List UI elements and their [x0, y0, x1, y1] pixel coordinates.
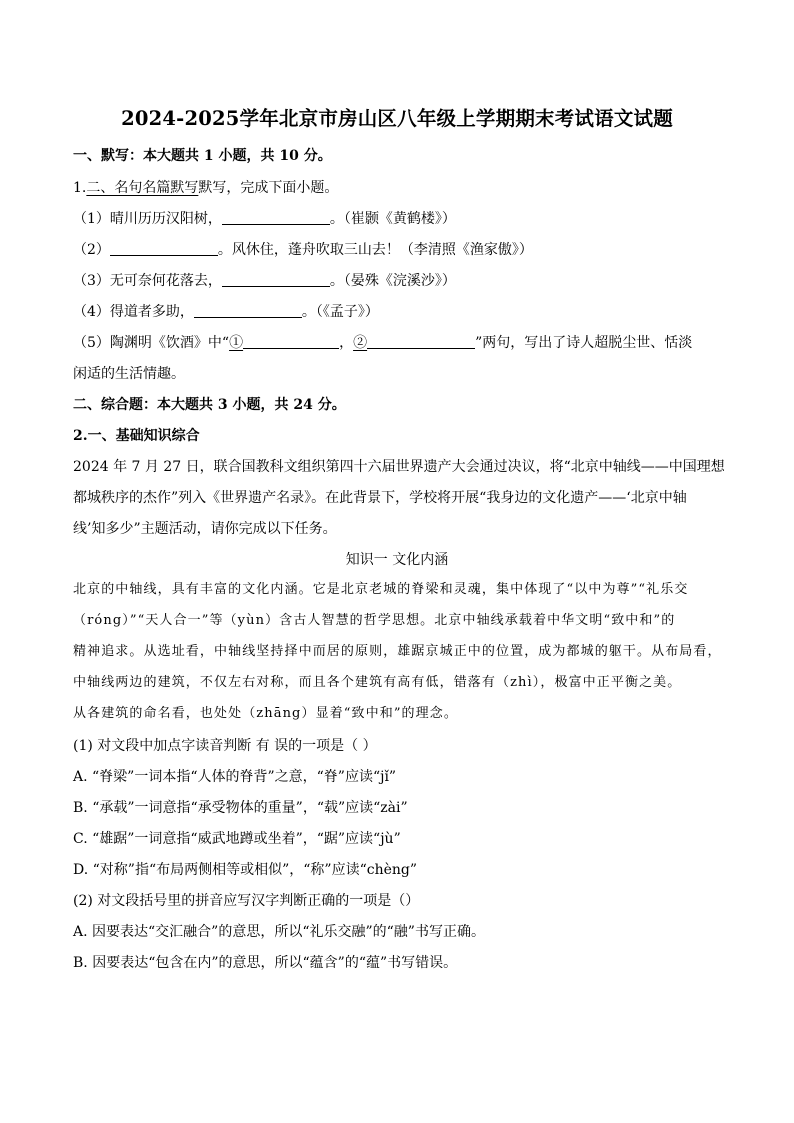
intro-line-3: 线’知多少”主题活动，请你完成以下任务。: [73, 521, 337, 537]
q1-prompt-rest: 默写，完成下面小题。: [198, 180, 339, 196]
page-title: 2024-2025学年北京市房山区八年级上学期期末考试语文试题: [121, 107, 673, 130]
sub2-question: (2) 对文段括号里的拼音应写汉字判断正确的一项是（）: [73, 893, 420, 909]
blank-marker-1: ①: [229, 335, 244, 351]
q1-prompt: [73, 178, 338, 198]
sub1-question: (1) 对文段中加点字读音判断 有 误的一项是（ ）: [73, 738, 377, 754]
section2-heading: 二、综合题：本大题共 3 小题，共 24 分。: [73, 397, 346, 413]
sub2-option-b[interactable]: B. 因要表达“包含在内”的意思，所以“蕴含”的“蕴”书写错误。: [73, 955, 458, 971]
q1-item-3-pre: （3）无可奈何花落去，: [73, 273, 222, 289]
intro-line-1: 2024 年 7 月 27 日，联合国教科文组织第四十六届世界遗产大会通过决议，将“北京中轴线——中国理想: [73, 459, 725, 475]
sub1-option-b[interactable]: B. “承载”一词意指“承受物体的重量”，“载”应读“zài”: [73, 800, 408, 816]
q1-item-5-line2: 闲适的生活情趣。: [73, 366, 185, 382]
knowledge-title: 知识一 文化内涵: [345, 552, 449, 568]
answer-blank[interactable]: [110, 241, 218, 256]
q1-item-1: [73, 209, 456, 229]
q1-prompt-underlined: 二、名句名篇默写: [86, 180, 199, 196]
sub1-option-d[interactable]: D. “对称”指“布局两侧相等或相似”，“称”应读“chèng”: [73, 862, 418, 878]
q2-number: 2.: [73, 428, 88, 444]
answer-blank[interactable]: [222, 210, 330, 225]
passage-line-5: 从各建筑的命名看，也处处（zhāng）显着“致中和”的理念。: [73, 706, 458, 721]
answer-blank[interactable]: [194, 303, 302, 318]
q1-item-5-post: ”两句，写出了诗人超脱尘世、恬淡: [475, 335, 693, 351]
intro-line-2: 都城秩序的杰作”列入《世界遗产名录》。在此背景下，学校将开展“我身边的文化遗产——‘北京中轴: [73, 490, 687, 506]
q1-item-2-post: 。风休住，蓬舟吹取三山去！（李清照《渔家傲》）: [217, 242, 533, 258]
q1-item-1-pre: （1）晴川历历汉阳树，: [73, 211, 222, 227]
answer-blank[interactable]: [222, 272, 330, 287]
q1-item-2-pre: （2）: [73, 242, 110, 258]
q1-item-4-pre: （4）得道者多助，: [73, 304, 194, 320]
answer-blank[interactable]: [243, 334, 339, 349]
q1-item-4: [73, 302, 379, 322]
q1-item-3-post: 。（晏殊《浣溪沙》）: [329, 273, 456, 289]
sub1-option-a[interactable]: A. “脊梁”一词本指“人体的脊背”之意，“脊”应读“jǐ”: [73, 769, 397, 785]
q2-heading-text: 一、基础知识综合: [87, 428, 200, 444]
q1-item-5-pre: （5）陶渊明《饮酒》中“: [73, 335, 230, 351]
passage-line-3: 精神追求。从选址看，中轴线坚持择中而居的原则，雄踞京城正中的位置，成为都城的躯干。从布局看，: [73, 644, 722, 659]
q1-item-1-post: 。（崔颢《黄鹤楼》）: [329, 211, 456, 227]
q1-item-5: [73, 333, 692, 353]
answer-blank[interactable]: [367, 334, 475, 349]
q1-item-3: [73, 271, 456, 291]
sub1-option-c[interactable]: C. “雄踞”一词意指“威武地蹲或坐着”，“踞”应读“jù”: [73, 831, 401, 847]
q1-number: 1.: [73, 180, 87, 196]
sub2-option-a[interactable]: A. 因要表达“交汇融合”的意思，所以“礼乐交融”的“融”书写正确。: [73, 924, 485, 940]
blank-marker-2: ②: [353, 335, 368, 351]
passage-line-2: （róng）”“天人合一”等（yùn）含古人智慧的哲学思想。北京中轴线承载着中华文明“致中和”的: [73, 613, 676, 628]
q1-item-4-post: 。（《孟子》）: [301, 304, 379, 320]
passage-line-1: 北京的中轴线，具有丰富的文化内涵。它是北京老城的脊梁和灵魂，集中体现了“以中为尊”“礼乐交: [73, 582, 689, 597]
q2-heading: [73, 426, 200, 446]
passage-line-4: 中轴线两边的建筑，不仅左右对称，而且各个建筑有高有低，错落有（zhì），极富中正平衡之美。: [73, 675, 682, 690]
q1-item-2: [73, 240, 533, 260]
q1-item-5-comma: ，: [339, 335, 354, 351]
section1-heading: 一、默写：本大题共 1 小题，共 10 分。: [73, 148, 332, 164]
